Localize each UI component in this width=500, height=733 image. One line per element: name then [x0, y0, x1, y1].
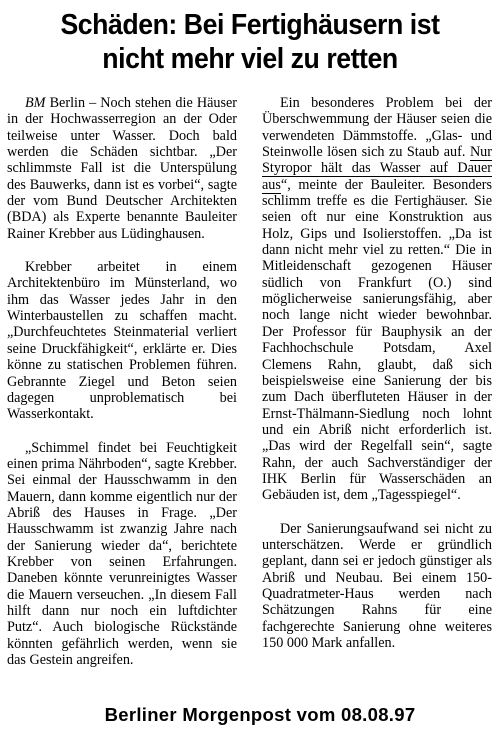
paragraph-2: Krebber arbeitet in einem Architektenbüro im Münsterland, wo ihm das Wasser jedes Jahr in den Winterbaustellen zu schaffen macht. „Durchfeuchtetes Steinmaterial verliert seine Druckfähigkeit“, erklärte er. Dies könne zu statischen Problemen führen. Gebrannte Ziegel und Beton seien dagegen unproblematisch bei Wasserkontakt. — [7, 259, 237, 423]
paragraph-4-text-a: Ein besonderes Problem bei der Überschwemmung der Häuser seien die verwendeten Dämmstoffe. „Glas- und Steinwolle lösen sich zu Staub auf. — [262, 95, 492, 161]
paragraph-1 — [7, 95, 237, 242]
paragraph-3: „Schimmel findet bei Feuchtigkeit einen prima Nährboden“, sagte Krebber. Sei einmal der Hausschwamm in den Mauern, dann komme eigentlich nur der Abriß des Hauses in Frage. „Der Hausschwamm ist zwanzig Jahre nach der Sanierung wieder da“, berichtete Krebber von seinen Erfahrungen. Daneben könnte verunreinigtes Wasser die Mauern verseuchen. „In diesem Fall hilft dann nur noch ein luftdichter Putz“. Auch biologische Rückstände könnten gefährlich werden, wenn sie das Gestein angreifen. — [7, 439, 237, 668]
dateline: BM — [25, 95, 46, 111]
paragraph-4-text-b: “, meinte der Bauleiter. Besonders schlimm treffe es die Fertighäuser. Sie seien oft nur eine Konstruktion aus Holz, Gips und Isolierstoffen. „Da ist dann nicht mehr viel zu retten.“ Die in Mitleidenschaft gezogenen Häuser südlich von Frankfurt (O.) sind möglicherweise sanierungsfähig, aber noch lange nicht wieder bewohnbar. Der Professor für Bauphysik an der Fachhochschule Potsdam, Axel Clemens Rahn, glaubt, daß sich beispielsweise eine Sanierung der bis zum Dach überfluteten Häuser in der Ernst-Thälmann-Siedlung noch lohnt und ein Abriß nicht erforderlich ist. „Das wird der Regelfall sein“, sagte Rahn, der auch Sachverständiger der IHK Berlin für Wasserschäden an Gebäuden ist, dem „Tagesspiegel“. — [262, 176, 492, 504]
headline — [26, 8, 475, 76]
headline-line-2: nicht mehr viel zu retten — [102, 43, 398, 75]
article-column-right — [262, 95, 492, 651]
article-column-left — [7, 95, 237, 668]
paragraph-5: Der Sanierungsaufwand sei nicht zu unterschätzen. Werde er gründlich geplant, dann sei er jedoch günstiger als Abriß und Neubau. Bei einem 150-Quadratmeter-Haus werden nach Schätzungen Rahns für eine fachgerechte Sanierung ohne weiteres 150 000 Mark anfallen. — [262, 520, 492, 651]
source-footer: Berliner Morgenpost vom 08.08.97 — [104, 704, 416, 725]
underlined-quote: Nur Styropor hält das Wasser auf Dauer aus — [262, 144, 493, 193]
paragraph-4 — [262, 95, 492, 504]
paragraph-1-text: Berlin – Noch stehen die Häuser in der Hochwasserregion an der Oder teilweise unter Wasser. Doch bald werden die Schäden sichtbar. „Der schlimmste Fall ist die Unterspülung des Bauwerks, dann ist es vorbei“, sagte der vom Bund Deutscher Architekten (BDA) als Experte benannte Bauleiter Rainer Krebber aus Lüdinghausen. — [7, 95, 237, 242]
headline-line-1: Schäden: Bei Fertighäusern ist — [60, 9, 440, 41]
